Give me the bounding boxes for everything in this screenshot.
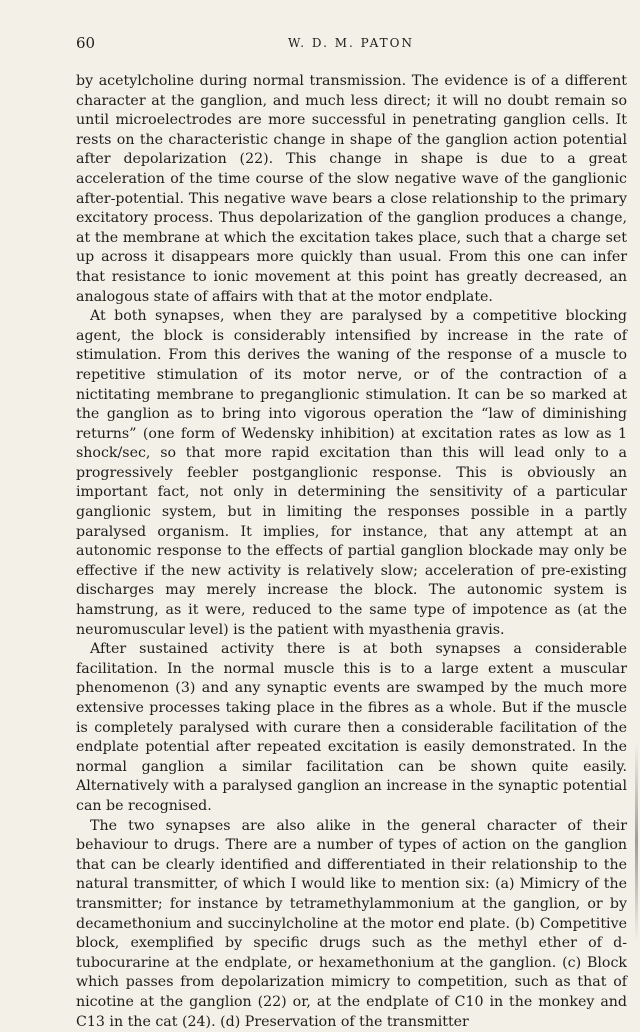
running-head: W. D. M. PATON xyxy=(288,36,414,50)
paragraph-3: After sustained activity there is at both synapses a considerable facilitation. In the normal muscle this is to a large extent a muscular phenomenon (3) and any synaptic events are swamped by the much more extensive processes taking place in the fibres as a whole. But if the muscle is completely paralysed with curare then a considerable facilitation of the endplate potential after repeated excitation is easily demonstrated. In the normal ganglion a similar facilitation can be shown quite easily. Alternatively with a paralysed ganglion an increase in the synaptic potential can be recognised. xyxy=(76,641,627,814)
page-header xyxy=(76,34,626,58)
paragraph-4: The two synapses are also alike in the general character of their behaviour to drugs. There are a number of types of action on the ganglion that can be clearly identified and differentiated in their relationship to the natural transmitter, of which I would like to mention six: (a) Mimicry of the transmitter; for instance by tetramethylammonium at the ganglion, or by decamethonium and succinylcholine at the motor end plate. (b) Competitive block, exemplified by specific drugs such as the methyl ether of d-tubocurarine at the endplate, or hexamethonium at the ganglion. (c) Block which passes from depolarization mimicry to competition, such as that of nicotine at the ganglion (22) or, at the endplate of C10 in the monkey and C13 in the cat (24). (d) Preservation of the transmitter xyxy=(76,817,627,1030)
paragraph-2: At both synapses, when they are paralysed by a competitive blocking agent, the block is considerably intensified by increase in the rate of stimulation. From this derives the waning of the response of a muscle to repetitive stimulation of its motor nerve, or of the contraction of a nictitating membrane to preganglionic stimulation. It can be so marked at the ganglion as to bring into vigorous operation the “law of diminishing returns” (one form of Wedensky inhibition) at excitation rates as low as 1 shock/sec, so that more rapid excitation than this will lead only to a progressively feebler postganglionic response. This is obviously an important fact, not only in determining the sensitivity of a particular ganglionic system, but in limiting the responses possible in a partly paralysed organism. It implies, for instance, that any attempt at an autonomic response to the effects of partial ganglion blockade may only be effective if the new activity is relatively slow; acceleration of pre-existing discharges may merely increase the block. The autonomic system is hamstrung, as it were, reduced to the same type of impotence as (at the neuromuscular level) is the patient with myasthenia gravis. xyxy=(76,308,627,638)
page-number: 60 xyxy=(76,34,96,52)
page-edge-shadow xyxy=(635,742,638,942)
paragraph-1: by acetylcholine during normal transmission. The evidence is of a different character at the ganglion, and much less direct; it will no doubt remain so until microelectrodes are more successful in penetrating ganglion cells. It rests on the characteristic change in shape of the ganglion action potential after depolarization (22). This change in shape is due to a great acceleration of the time course of the slow negative wave of the ganglionic after-potential. This negative wave bears a close relationship to the primary excitatory process. Thus depolarization of the ganglion produces a change, at the membrane at which the excitation takes place, such that a charge set up across it disappears more quickly than usual. From this one can infer that resistance to ionic movement at this point has greatly decreased, an analogous state of affairs with that at the motor endplate. xyxy=(76,73,627,305)
body-text xyxy=(76,72,627,1032)
